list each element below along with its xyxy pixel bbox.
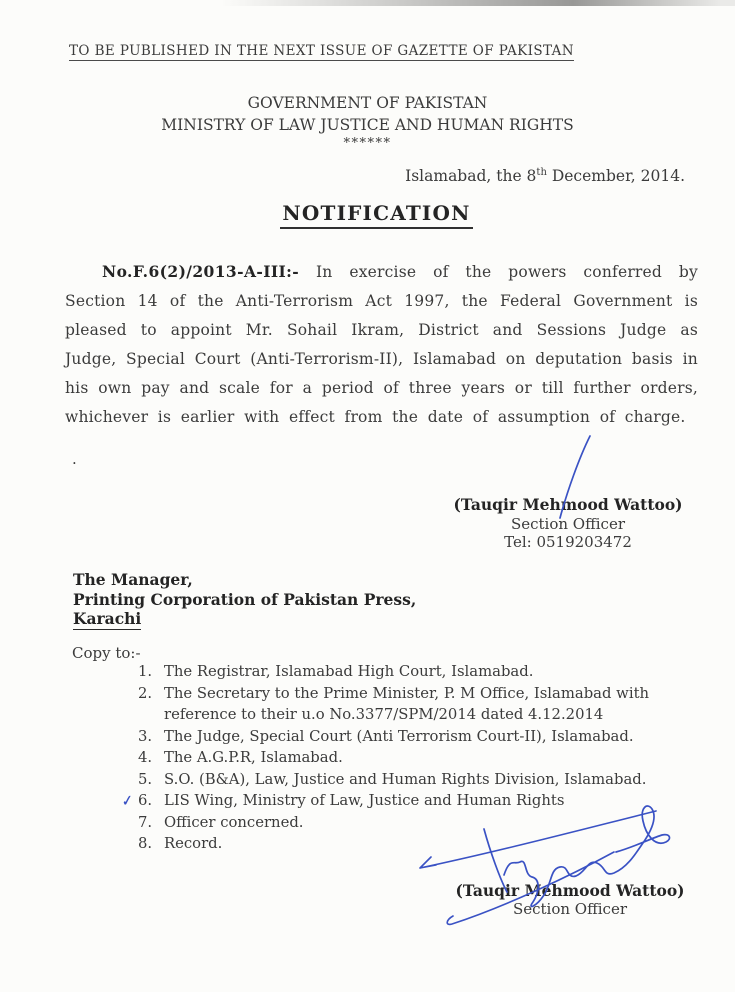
signatory-designation: Section Officer (510, 514, 626, 533)
copy-list-item (138, 661, 700, 683)
signatory-name: (Tauqir Mehmood Wattoo) (453, 495, 683, 514)
copy-list-item (138, 683, 700, 726)
star-separator: ****** (343, 136, 392, 151)
copy-to-label: Copy to:- (72, 644, 141, 662)
copy-list-item-number: 2. (138, 684, 153, 702)
stray-dot-mark: . (72, 450, 77, 468)
copy-list-item (138, 747, 700, 769)
copy-list-item (138, 769, 700, 791)
copy-list-item-text: Officer concerned. (164, 813, 304, 831)
copy-list-item-number: 5. (138, 770, 153, 788)
dateline-ordinal: th (536, 167, 547, 178)
scan-edge-artifact (0, 0, 735, 6)
copy-list-item-number: 3. (138, 727, 153, 745)
government-line: GOVERNMENT OF PAKISTAN (247, 94, 488, 112)
copy-list-item-number: 7. (138, 813, 153, 831)
copy-list-item-number: 1. (138, 663, 153, 680)
tick-mark-icon: ✓ (121, 792, 134, 811)
dateline-prefix: Islamabad, the 8 (405, 167, 537, 186)
signature-icon (400, 795, 710, 935)
dateline (405, 167, 685, 185)
letterhead (0, 92, 735, 152)
dateline-suffix: December, 2014. (546, 167, 685, 186)
ministry-line: MINISTRY OF LAW JUSTICE AND HUMAN RIGHTS (161, 116, 574, 134)
copy-list-item-number: 4. (138, 749, 153, 766)
copy-list-item-text: The Registrar, Islamabad High Court, Islamabad. (164, 663, 534, 680)
copy-list-item-number: 8. (138, 835, 153, 852)
copy-list-item-text: Record. (164, 835, 223, 852)
copy-list-item-number: 6. (138, 792, 153, 809)
copy-list-item-text: The Judge, Special Court (Anti Terrorism Court-II), Islamabad. (164, 727, 634, 745)
signatory-designation: Section Officer (512, 900, 628, 918)
addressee-line2: Printing Corporation of Pakistan Press, (73, 589, 417, 609)
addressee-city: Karachi (73, 609, 142, 628)
addressee-line1: The Manager, (73, 570, 193, 589)
copy-list-item-text: LIS Wing, Ministry of Law, Justice and Human Rights (164, 792, 565, 809)
notification-body-text: In exercise of the powers conferred by Section 14 of the Anti-Terrorism Act 1997, the Federal Government is pleased to appoint Mr. Sohail Ikram, District and Sessions Judge as Judge, Special Court (Anti-Terrorism-II), Islamabad on deputation basis in his own pay and scale for a period of three years or till further orders, whichever is earlier with effect from the date of assumption of charge. (65, 263, 698, 426)
copy-list-item (138, 726, 700, 748)
signatory-telephone: Tel: 0519203472 (504, 533, 632, 551)
reference-number: No.F.6(2)/2013-A-III:- (102, 262, 300, 281)
signatory-name: (Tauqir Mehmood Wattoo) (455, 881, 685, 900)
copy-list-item-text: S.O. (B&A), Law, Justice and Human Rights Division, Islamabad. (164, 770, 647, 788)
copy-list-item-text: The A.G.P.R, Islamabad. (164, 749, 343, 766)
copy-list-item-text: The Secretary to the Prime Minister, P. M Office, Islamabad with reference to their u.o No.3377/SPM/2014 dated 4.12.2014 (164, 684, 650, 723)
page-title: NOTIFICATION (280, 201, 472, 229)
addressee-block (73, 570, 416, 630)
signature-stroke-icon (540, 430, 600, 522)
notification-body (65, 257, 698, 432)
gazette-publish-notice: TO BE PUBLISHED IN THE NEXT ISSUE OF GAZETTE OF PAKISTAN (69, 43, 575, 59)
title-wrap (18, 201, 735, 229)
